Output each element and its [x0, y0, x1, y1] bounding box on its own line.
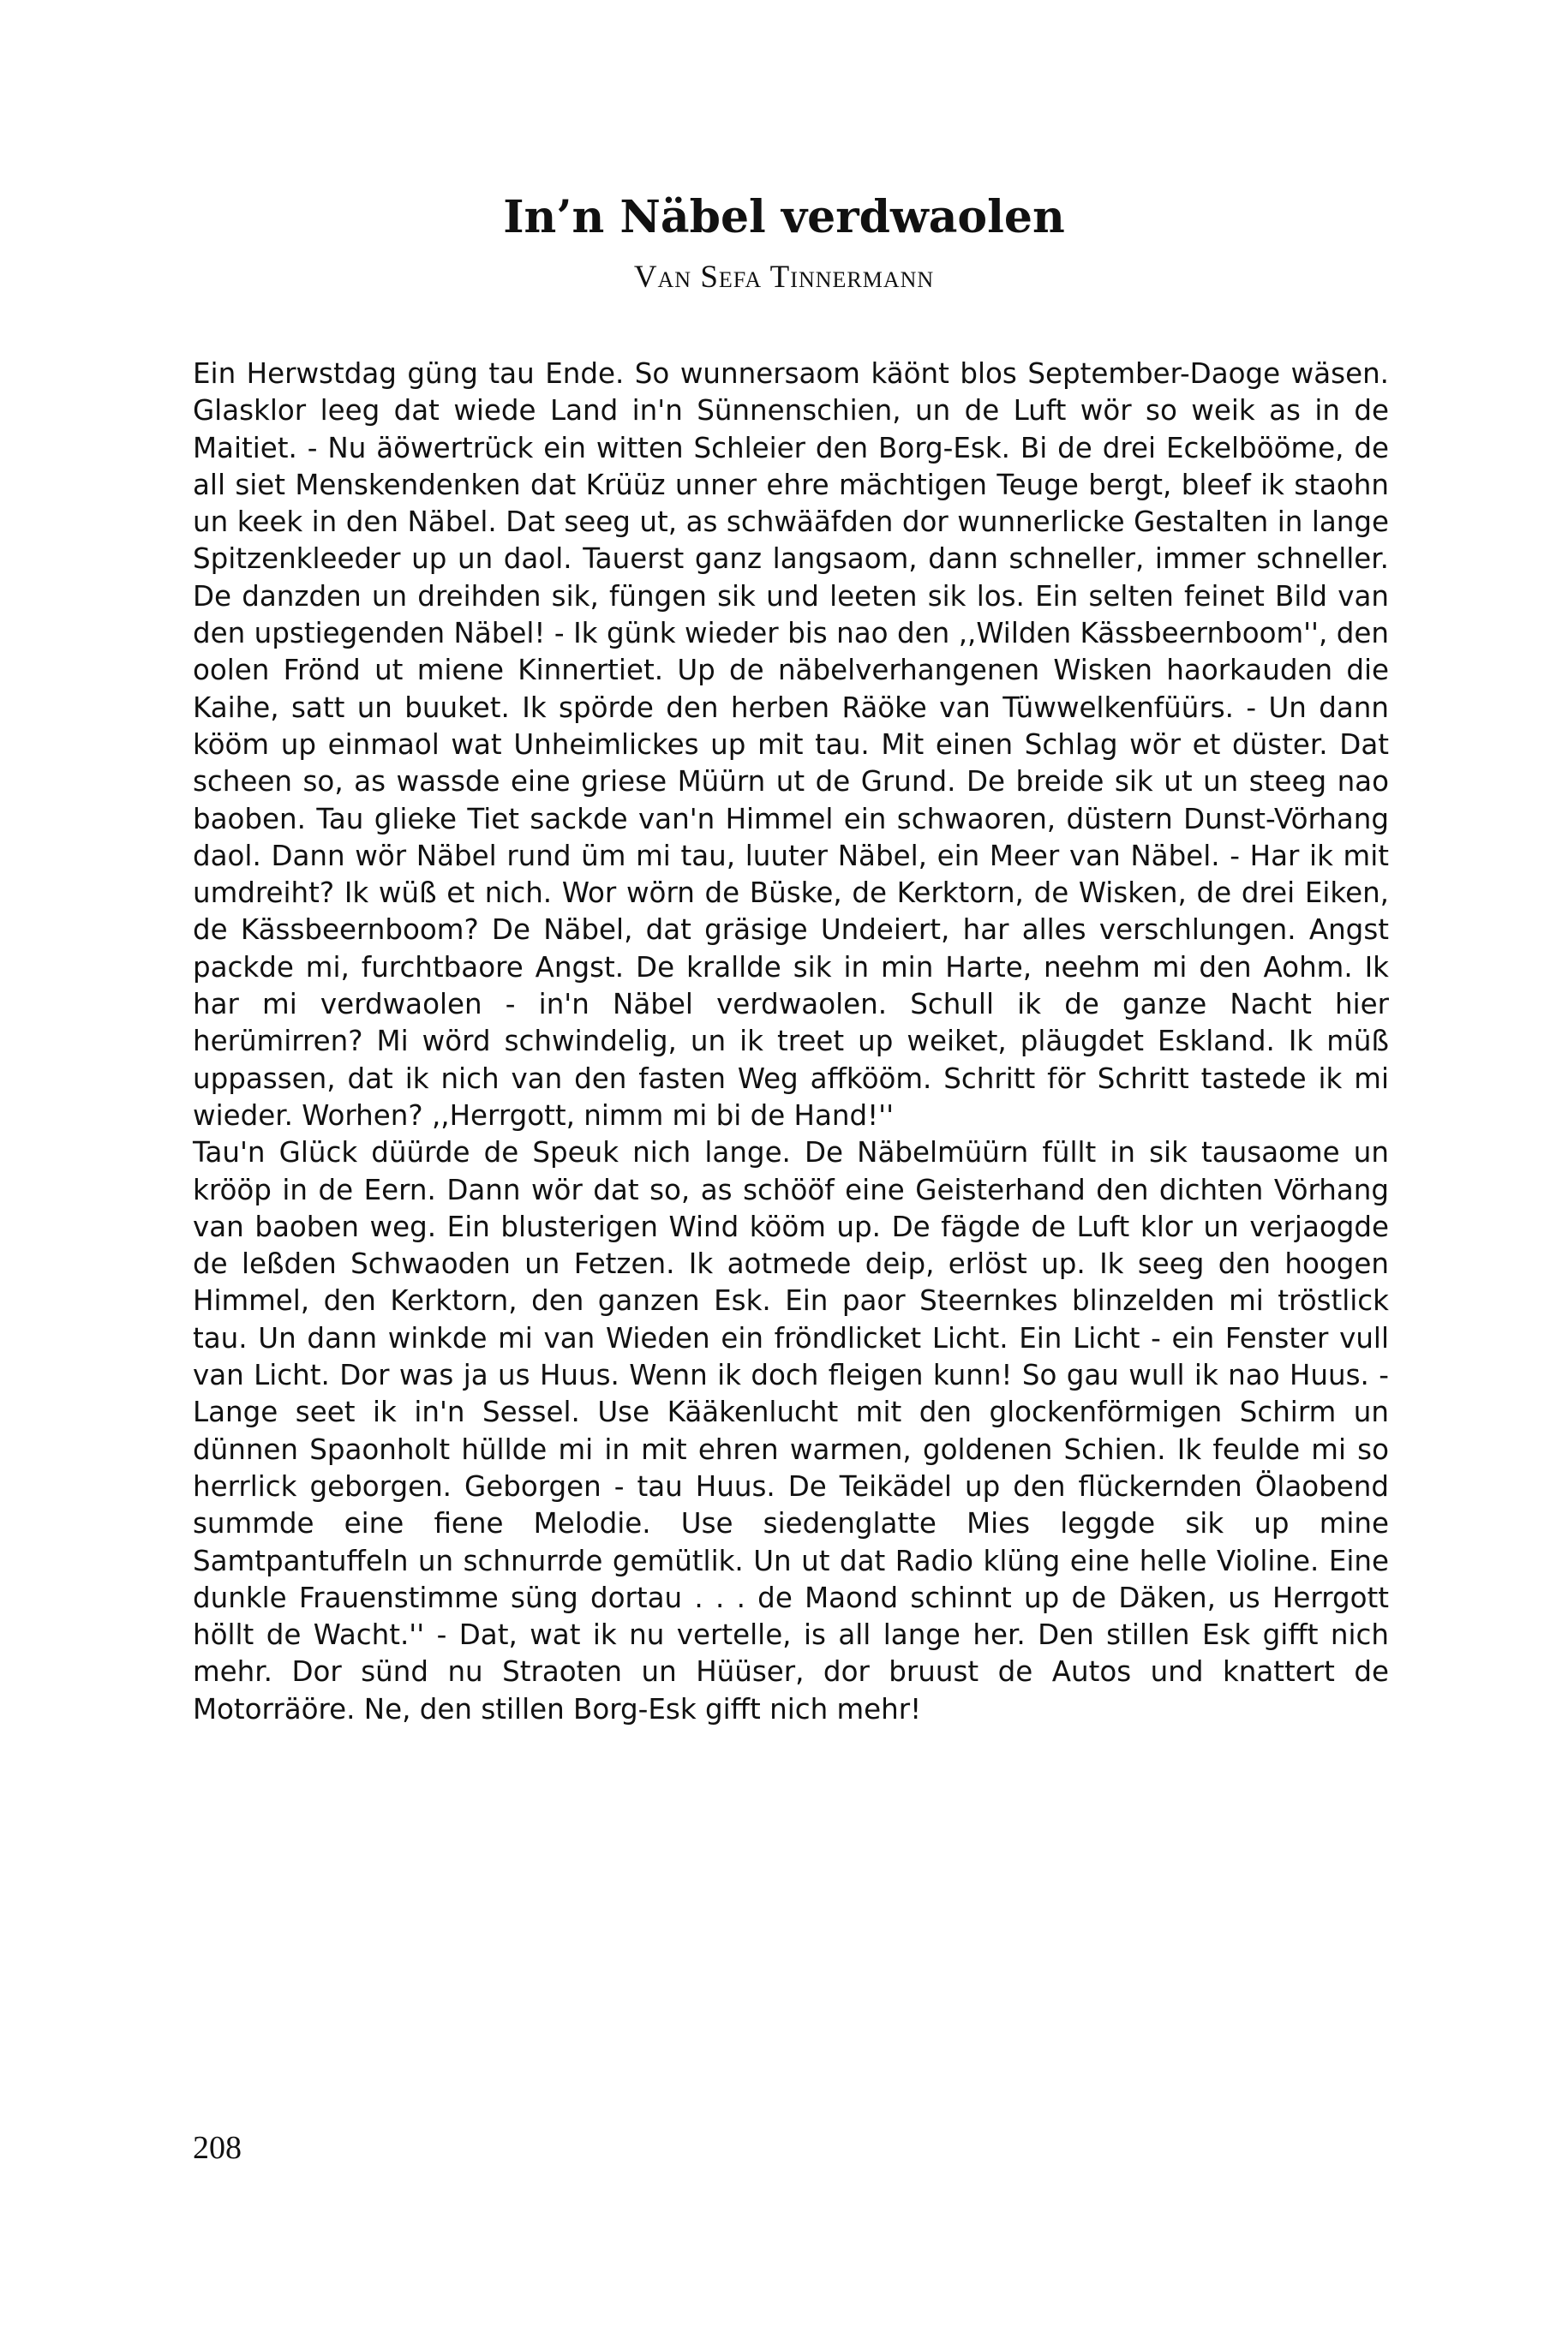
paragraph: Tau'n Glück düürde de Speuk nich lange. De Näbelmüürn füllt in sik tausaome un krööp in de Eern. Dann wör dat so, as schööf eine Geisterhand den dichten Vörhang van baoben weg. Ein blusterigen Wind kööm up. De fägde de Luft klor un verjaogde de leßden Schwaoden un Fetzen. Ik aotmede deip, erlöst up. Ik seeg den hoogen Himmel, den Kerktorn, den ganzen Esk. Ein paor Steernkes blinzelden mi tröstlick tau. Un dann winkde mi van Wieden ein fröndlicket Licht. Ein Licht - ein Fenster vull van Licht. Dor was ja us Huus. Wenn ik doch fleigen kunn! So gau wull ik nao Huus. - Lange seet ik in'n Sessel. Use Kääkenlucht mit den glockenförmigen Schirm un dünnen Spaonholt hüllde mi in mit ehren warmen, goldenen Schien. Ik feulde mi so herrlick geborgen. Geborgen - tau Huus. De Teikädel up den flückernden Ölaobend summde eine fiene Melodie. Use siedenglatte Mies leggde sik up mine Samtpantuffeln un schnurrde gemütlik. Un ut dat Radio klüng eine helle Violine. Eine dunkle Frauenstimme süng dortau . . . de Maond schinnt up de Däken, us Herrgott höllt de Wacht.'' - Dat, wat ik nu vertelle, is all lange her. Den stillen Esk gifft nich mehr. Dor sünd nu Straoten un Hüüser, dor bruust de Autos und knattert de Motorräöre. Ne, den stillen Borg-Esk gifft nich mehr!: [193, 1136, 1389, 1726]
author-byline: Van Sefa Tinnermann: [633, 260, 935, 295]
page-title: In’n Näbel verdwaolen: [503, 191, 1065, 243]
page-number: 208: [193, 2130, 242, 2166]
article-body: [193, 356, 1389, 1728]
paragraph: Ein Herwstdag güng tau Ende. So wunnersaom käönt blos September-Daoge wäsen. Glasklor leeg dat wiede Land in'n Sünnenschien, un de Luft wör so weik as in de Maitiet. - Nu äöwertrück ein witten Schleier den Borg-Esk. Bi de drei Eckelbööme, de all siet Menskendenken dat Krüüz unner ehre mächtigen Teuge bergt, bleef ik staohn un keek in den Näbel. Dat seeg ut, as schwääfden dor wunnerlicke Gestalten in lange Spitzenkleeder up un daol. Tauerst ganz langsaom, dann schneller, immer schneller. De danzden un dreihden sik, füngen sik und leeten sik los. Ein selten feinet Bild van den upstiegenden Näbel! - Ik günk wieder bis nao den ,,Wilden Kässbeernboom'', den oolen Frönd ut miene Kinnertiet. Up de näbelverhangenen Wisken haorkauden die Kaihe, satt un buuket. Ik spörde den herben Räöke van Tüwwelkenfüürs. - Un dann kööm up einmaol wat Unheimlickes up mit tau. Mit einen Schlag wör et düster. Dat scheen so, as wassde eine griese Müürn ut de Grund. De breide sik ut un steeg nao baoben. Tau glieke Tiet sackde van'n Himmel ein schwaoren, düstern Dunst-Vörhang daol. Dann wör Näbel rund üm mi tau, luuter Näbel, ein Meer van Näbel. - Har ik mit umdreiht? Ik wüß et nich. Wor wörn de Büske, de Kerktorn, de Wisken, de drei Eiken, de Kässbeernboom? De Näbel, dat gräsige Undeiert, har alles verschlungen. Angst packde mi, furchtbaore Angst. De kralldе sik in min Harte, neehm mi den Aohm. Ik har mi verdwaolen - in'n Näbel verdwaolen. Schull ik de ganze Nacht hier herümirren? Mi wörd schwindelig, un ik treet up weiket, pläugdet Eskland. Ik müß uppassen, dat ik nich van den fasten Weg affkööm. Schritt för Schritt tastede ik mi wieder. Worhen? ,,Herrgott, nimm mi bi de Hand!'': [193, 357, 1389, 1132]
